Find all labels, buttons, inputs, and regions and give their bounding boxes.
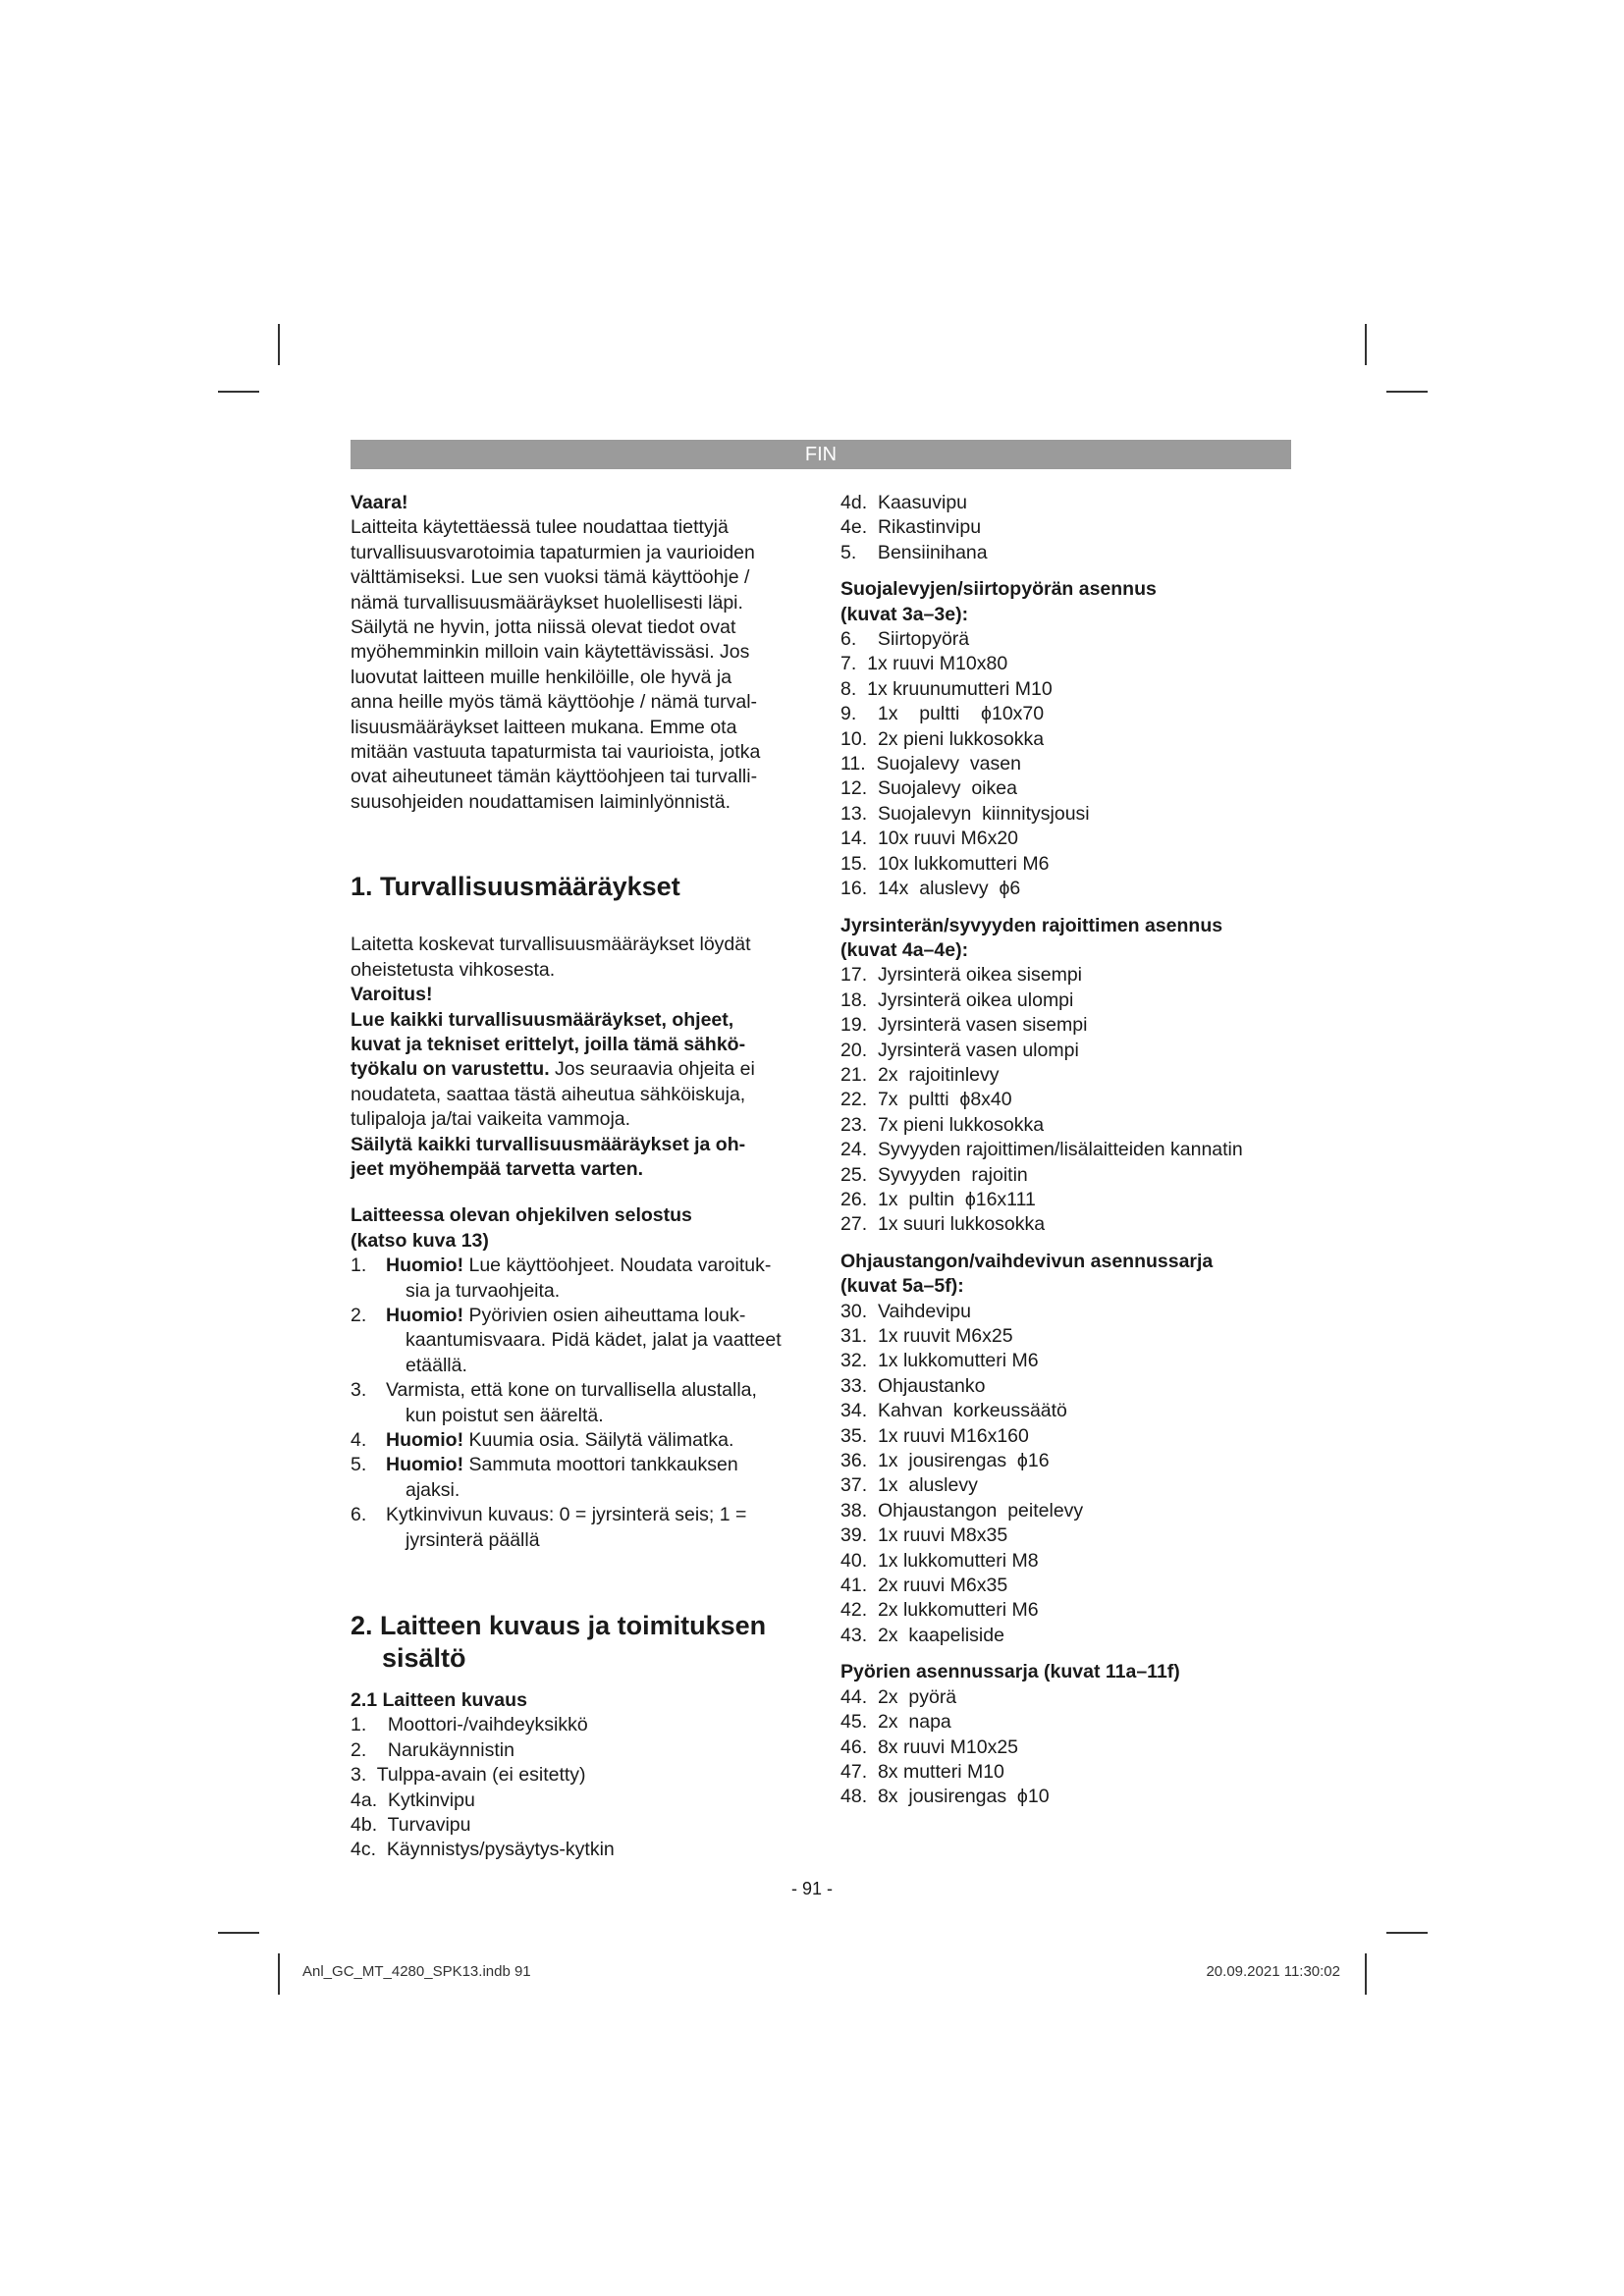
- left-column: [351, 491, 794, 1863]
- item-continuation: jyrsinterä päällä: [406, 1528, 540, 1551]
- text-line: luovutat laitteen muille henkilöille, ole hyvä ja: [351, 666, 732, 688]
- item-number: 5.: [351, 1454, 367, 1476]
- list-item: 37. 1x aluslevy: [840, 1474, 978, 1497]
- footer-datetime: 20.09.2021 11:30:02: [1206, 1963, 1340, 1980]
- item-continuation: kaantumisvaara. Pidä kädet, jalat ja vaatteet: [406, 1329, 782, 1352]
- section-1-after: [351, 1083, 794, 1133]
- text-line: mitään vastuuta tapaturmista tai vaurioista, jotka: [351, 741, 761, 764]
- list-item: 43. 2x kaapeliside: [840, 1624, 1004, 1646]
- list-item: 1. Moottori-/vaihdeyksikkö: [351, 1714, 588, 1736]
- text-line: oheistetusta vihkosesta.: [351, 958, 556, 981]
- crop-mark: [278, 324, 280, 365]
- list-item: 9. 1x pultti ϕ10x70: [840, 703, 1045, 725]
- title-line: (kuvat 3a–3e):: [840, 603, 969, 625]
- crop-mark: [1386, 391, 1428, 393]
- group-4-list: [840, 1685, 1294, 1810]
- item-number: 4.: [351, 1429, 367, 1451]
- list-item: 19. Jyrsinterä vasen sisempi: [840, 1014, 1088, 1037]
- list-item: 48. 8x jousirengas ϕ10: [840, 1786, 1050, 1808]
- text-line: lisuusmääräykset laitteen mukana. Emme ota: [351, 716, 737, 738]
- item-text: Huomio! Kuumia osia. Säilytä välimatka.: [386, 1429, 734, 1451]
- list-item: 14. 10x ruuvi M6x20: [840, 828, 1019, 850]
- item-text: Huomio! Pyörivien osien aiheuttama louk-: [386, 1304, 746, 1326]
- list-item: 47. 8x mutteri M10: [840, 1760, 1004, 1783]
- list-item: 4a. Kytkinvipu: [351, 1789, 475, 1811]
- list-item: [351, 1428, 794, 1453]
- list-item: 20. Jyrsinterä vasen ulompi: [840, 1039, 1079, 1061]
- list-item: 21. 2x rajoitinlevy: [840, 1063, 1000, 1086]
- group-2-list: [840, 963, 1294, 1237]
- crop-mark: [218, 391, 259, 393]
- list-item: 4e. Rikastinvipu: [840, 516, 982, 539]
- text-line: Laitetta koskevat turvallisuusmääräykset löydät: [351, 934, 751, 956]
- parts-list-top: [840, 491, 1294, 565]
- list-item: 38. Ohjaustangon peitelevy: [840, 1499, 1084, 1522]
- list-item: 24. Syvyyden rajoittimen/lisälaitteiden kannatin: [840, 1139, 1243, 1161]
- section-2-1-title: 2.1 Laitteen kuvaus: [351, 1689, 527, 1712]
- title-line: (katso kuva 13): [351, 1229, 489, 1252]
- list-item: 12. Suojalevy oikea: [840, 777, 1017, 800]
- text-line: välttämiseksi. Lue sen vuoksi tämä käyttöohje /: [351, 566, 750, 589]
- list-item: 5. Bensiinihana: [840, 541, 988, 563]
- text-line: Lue kaikki turvallisuusmääräykset, ohjeet,: [351, 1008, 734, 1031]
- list-item: [351, 1254, 794, 1304]
- crop-mark: [1386, 1932, 1428, 1934]
- list-item: 36. 1x jousirengas ϕ16: [840, 1450, 1050, 1472]
- crop-mark: [278, 1953, 280, 1995]
- right-column: [840, 491, 1294, 1810]
- list-item: 42. 2x lukkomutteri M6: [840, 1599, 1039, 1622]
- group-4-title: Pyörien asennussarja (kuvat 11a–11f): [840, 1661, 1180, 1683]
- list-item: 27. 1x suuri lukkosokka: [840, 1213, 1046, 1236]
- item-number: 1.: [351, 1255, 367, 1277]
- list-item: 30. Vaihdevipu: [840, 1300, 971, 1322]
- list-item: 4c. Käynnistys/pysäytys-kytkin: [351, 1839, 615, 1861]
- list-item: 4b. Turvavipu: [351, 1814, 471, 1837]
- list-item: 32. 1x lukkomutteri M6: [840, 1350, 1039, 1372]
- item-number: 6.: [351, 1504, 367, 1526]
- warning-text: [351, 515, 794, 815]
- text-line: Säilytä kaikki turvallisuusmääräykset ja oh-: [351, 1133, 746, 1155]
- list-item: 45. 2x napa: [840, 1711, 951, 1734]
- text-line: turvallisuusvarotoimia tapaturmien ja vaurioiden: [351, 541, 755, 563]
- labels-title: [351, 1203, 794, 1254]
- section-1-intro: [351, 933, 794, 983]
- section-1-bold-end: [351, 1133, 794, 1183]
- footer-file: Anl_GC_MT_4280_SPK13.indb 91: [302, 1963, 531, 1980]
- text-line: suusohjeiden noudattamisen laiminlyönnistä.: [351, 790, 731, 813]
- title-line: (kuvat 4a–4e):: [840, 938, 969, 961]
- item-number: 3.: [351, 1379, 367, 1402]
- item-number: 2.: [351, 1304, 367, 1326]
- text-line: Säilytä ne hyvin, jotta niissä olevat tiedot ovat: [351, 616, 736, 639]
- list-item: 10. 2x pieni lukkosokka: [840, 727, 1045, 750]
- list-item: 44. 2x pyörä: [840, 1685, 957, 1708]
- text-line: noudateta, saattaa tästä aiheutua sähköiskuja,: [351, 1083, 746, 1105]
- list-item: 26. 1x pultin ϕ16x111: [840, 1188, 1036, 1210]
- text-line: jeet myöhempää tarvetta varten.: [351, 1157, 644, 1180]
- list-item: 40. 1x lukkomutteri M8: [840, 1549, 1039, 1572]
- item-continuation: sia ja turvaohjeita.: [406, 1279, 561, 1302]
- group-1-title: [840, 577, 1294, 627]
- item-text: Huomio! Lue käyttöohjeet. Noudata varoituk-: [386, 1255, 772, 1277]
- group-3-list: [840, 1300, 1294, 1649]
- labels-list: [351, 1254, 794, 1553]
- list-item: [351, 1378, 794, 1428]
- language-header-bar: FIN: [351, 440, 1291, 469]
- list-item: 7. 1x ruuvi M10x80: [840, 653, 1008, 675]
- section-1-mixed-line: työkalu on varustettu. Jos seuraavia ohjeita ei: [351, 1058, 755, 1081]
- title-line: Jyrsinterän/syvyyden rajoittimen asennus: [840, 914, 1223, 936]
- list-item: 11. Suojalevy vasen: [840, 753, 1021, 775]
- list-item: 39. 1x ruuvi M8x35: [840, 1524, 1008, 1547]
- list-item: [351, 1304, 794, 1378]
- list-item: 41. 2x ruuvi M6x35: [840, 1575, 1008, 1597]
- text-line: Laitteita käytettäessä tulee noudattaa tiettyjä: [351, 516, 729, 539]
- list-item: 33. Ohjaustanko: [840, 1374, 986, 1397]
- list-item: 2. Narukäynnistin: [351, 1738, 514, 1761]
- crop-mark: [1365, 324, 1367, 365]
- item-text: Kytkinvivun kuvaus: 0 = jyrsinterä seis; 1 =: [386, 1504, 747, 1526]
- list-item: 15. 10x lukkomutteri M6: [840, 852, 1050, 875]
- list-item: 6. Siirtopyörä: [840, 628, 970, 651]
- list-item: 46. 8x ruuvi M10x25: [840, 1735, 1019, 1758]
- text-line: anna heille myös tämä käyttöohje / nämä turval-: [351, 691, 758, 714]
- list-item: 13. Suojalevyn kiinnitysjousi: [840, 802, 1090, 825]
- device-parts-list: [351, 1713, 794, 1862]
- list-item: 25. Syvyyden rajoitin: [840, 1163, 1028, 1186]
- item-continuation: ajaksi.: [406, 1478, 460, 1501]
- list-item: 34. Kahvan korkeussäätö: [840, 1400, 1067, 1422]
- group-2-title: [840, 914, 1294, 964]
- page-number: - 91 -: [790, 1879, 833, 1898]
- list-item: 35. 1x ruuvi M16x160: [840, 1424, 1029, 1447]
- group-1-list: [840, 627, 1294, 901]
- crop-mark: [1365, 1953, 1367, 1995]
- list-item: 16. 14x aluslevy ϕ6: [840, 878, 1021, 900]
- list-item: 17. Jyrsinterä oikea sisempi: [840, 964, 1083, 987]
- crop-mark: [218, 1932, 259, 1934]
- title-line: Ohjaustangon/vaihdevivun asennussarja: [840, 1250, 1214, 1272]
- item-text: Varmista, että kone on turvallisella alustalla,: [386, 1379, 757, 1402]
- list-item: 18. Jyrsinterä oikea ulompi: [840, 988, 1074, 1011]
- text-line: myöhemminkin milloin vain käytettävissäsi. Jos: [351, 641, 750, 664]
- list-item: [351, 1453, 794, 1503]
- group-3-title: [840, 1250, 1294, 1300]
- list-item: 3. Tulppa-avain (ei esitetty): [351, 1764, 586, 1787]
- section-1-bold-text: [351, 1008, 794, 1058]
- section-2-title: 2. Laitteen kuvaus ja toimituksen sisältö: [351, 1611, 767, 1674]
- text-line: ovat aiheutuneet tämän käyttöohjeen tai turvalli-: [351, 766, 758, 788]
- title-line: Laitteessa olevan ohjekilven selostus: [351, 1204, 692, 1227]
- title-line: Suojalevyjen/siirtopyörän asennus: [840, 578, 1157, 601]
- list-item: 8. 1x kruunumutteri M10: [840, 677, 1053, 700]
- list-item: 22. 7x pultti ϕ8x40: [840, 1089, 1012, 1111]
- section-1-title: 1. Turvallisuusmääräykset: [351, 872, 680, 902]
- warning-title: Vaara!: [351, 492, 408, 513]
- item-text: Huomio! Sammuta moottori tankkauksen: [386, 1454, 738, 1476]
- item-continuation: kun poistut sen ääreltä.: [406, 1404, 604, 1426]
- item-continuation: etäällä.: [406, 1354, 467, 1376]
- list-item: 4d. Kaasuvipu: [840, 492, 968, 513]
- list-item: 31. 1x ruuvit M6x25: [840, 1325, 1013, 1347]
- text-line: tulipaloja ja/tai vaikeita vammoja.: [351, 1108, 631, 1131]
- list-item: 23. 7x pieni lukkosokka: [840, 1113, 1045, 1136]
- text-line: nämä turvallisuusmääräykset huolellisesti läpi.: [351, 591, 743, 614]
- warning-label: Varoitus!: [351, 984, 433, 1006]
- title-line: (kuvat 5a–5f):: [840, 1275, 964, 1298]
- text-line: kuvat ja tekniset erittelyt, joilla tämä sähkö-: [351, 1033, 746, 1055]
- list-item: [351, 1503, 794, 1553]
